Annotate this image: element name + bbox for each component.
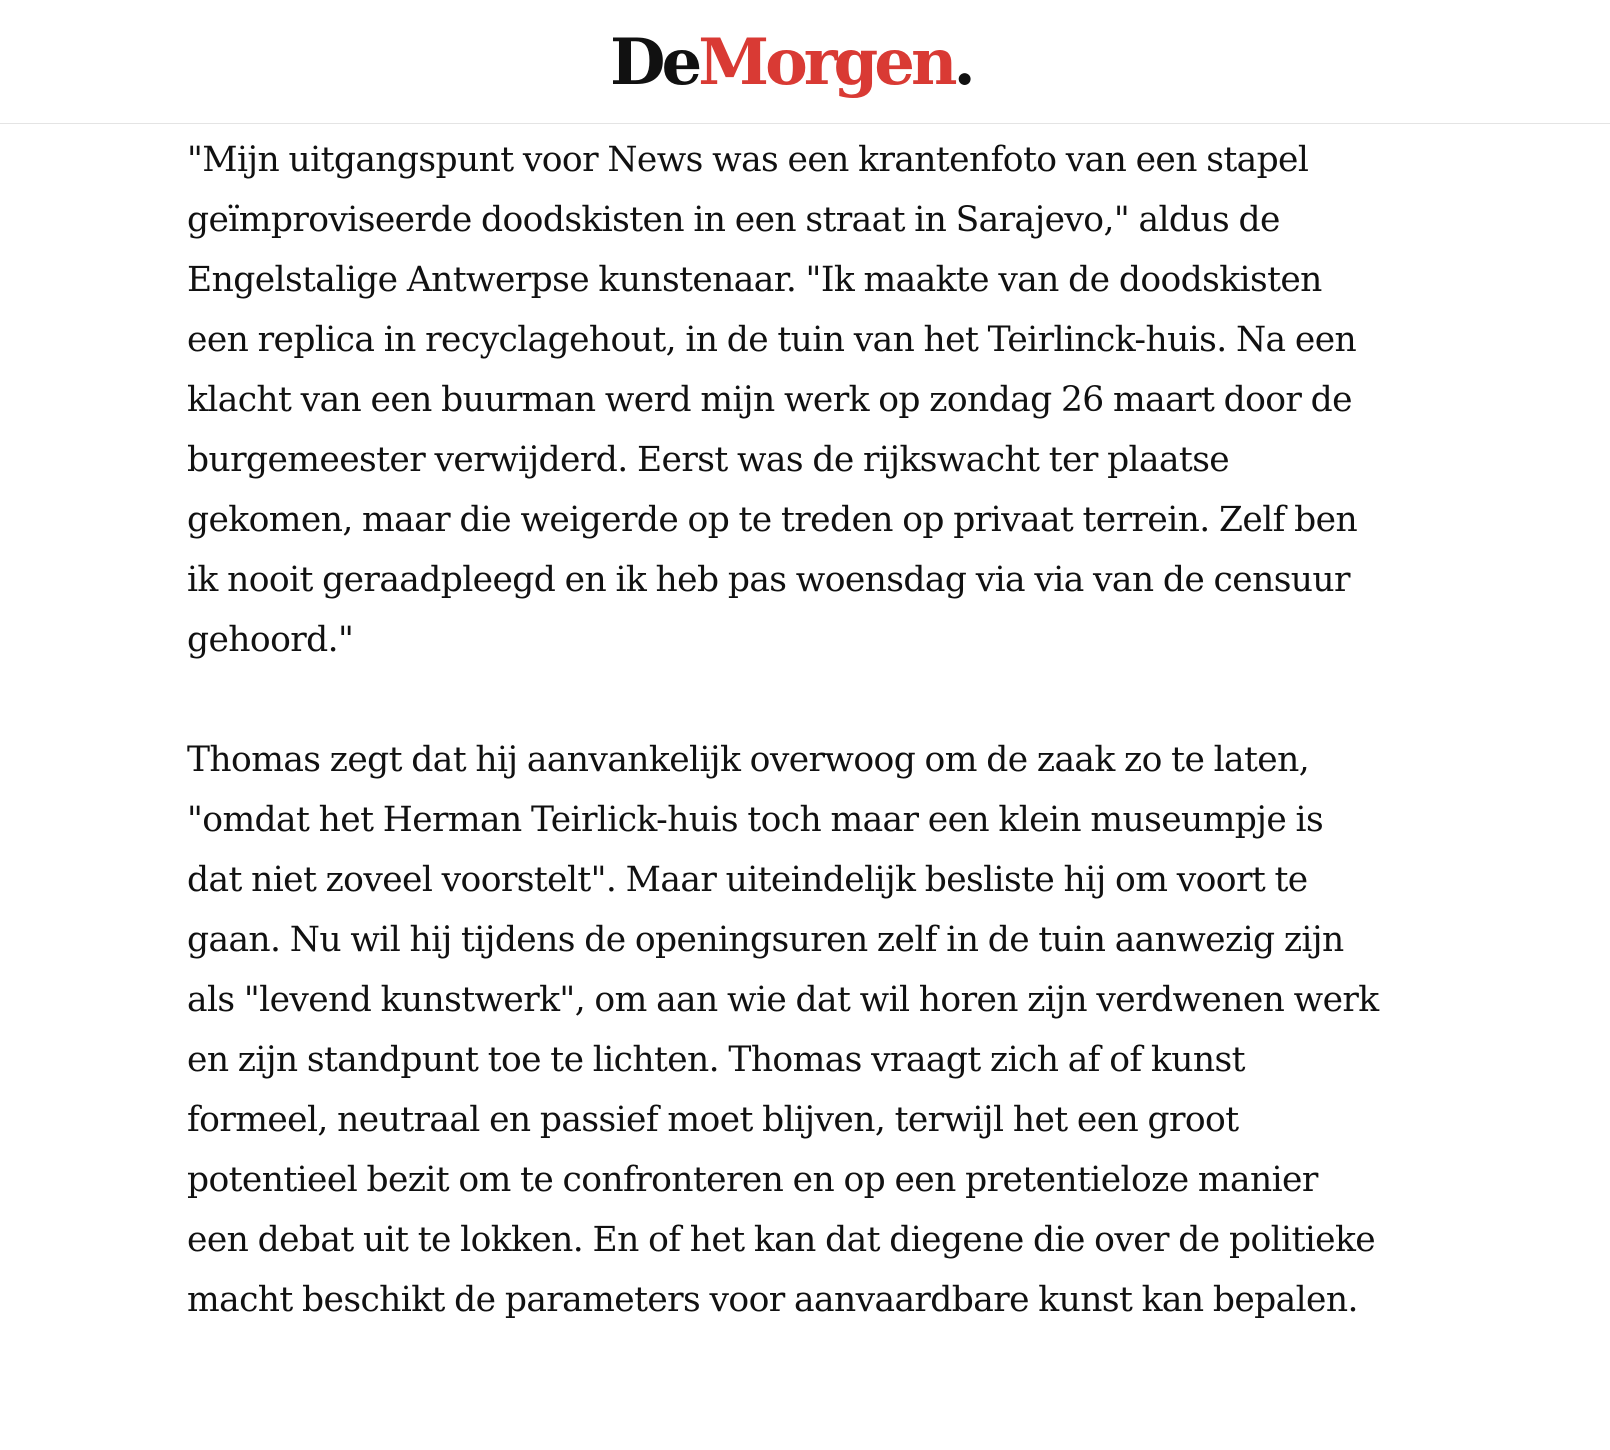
article-paragraph: "Mijn uitgangspunt voor News was een krantenfoto van een stapel geïmproviseerde doodskisten in een straat in Sarajevo," aldus de Engelstalige Antwerpse kunstenaar. "Ik maakte van de doodskisten een replica in recyclagehout, in de tuin van het Teirlinck-huis. Na een klacht van een buurman werd mijn werk op zondag 26 maart door de burgemeester verwijderd. Eerst was de rijkswacht ter plaatse gekomen, maar die weigerde op te treden op privaat terrein. Zelf ben ik nooit geraadpleegd en ik heb pas woensdag via via van de censuur gehoord." [187,140,1358,660]
masthead [0,0,1610,124]
logo-dot: . [953,25,976,100]
article-body [187,130,1387,1330]
de-morgen-logo[interactable] [610,18,976,108]
article-paragraph: Thomas zegt dat hij aanvankelijk overwoog om de zaak zo te laten, "omdat het Herman Teirlick-huis toch maar een klein museumpje is dat niet zoveel voorstelt". Maar uiteindelijk besliste hij om voort te gaan. Nu wil hij tijdens de openingsuren zelf in de tuin aanwezig zijn als "levend kunstwerk", om aan wie dat wil horen zijn verdwenen werk en zijn standpunt toe te lichten. Thomas vraagt zich af of kunst formeel, neutraal en passief moet blijven, terwijl het een groot potentieel bezit om te confronteren en op een pretentieloze manier een debat uit te lokken. En of het kan dat diegene die over de politieke macht beschikt de parameters voor aanvaardbare kunst kan bepalen. [187,740,1379,1320]
logo-morgen: Morgen [698,25,954,100]
logo-de: De [610,25,699,100]
